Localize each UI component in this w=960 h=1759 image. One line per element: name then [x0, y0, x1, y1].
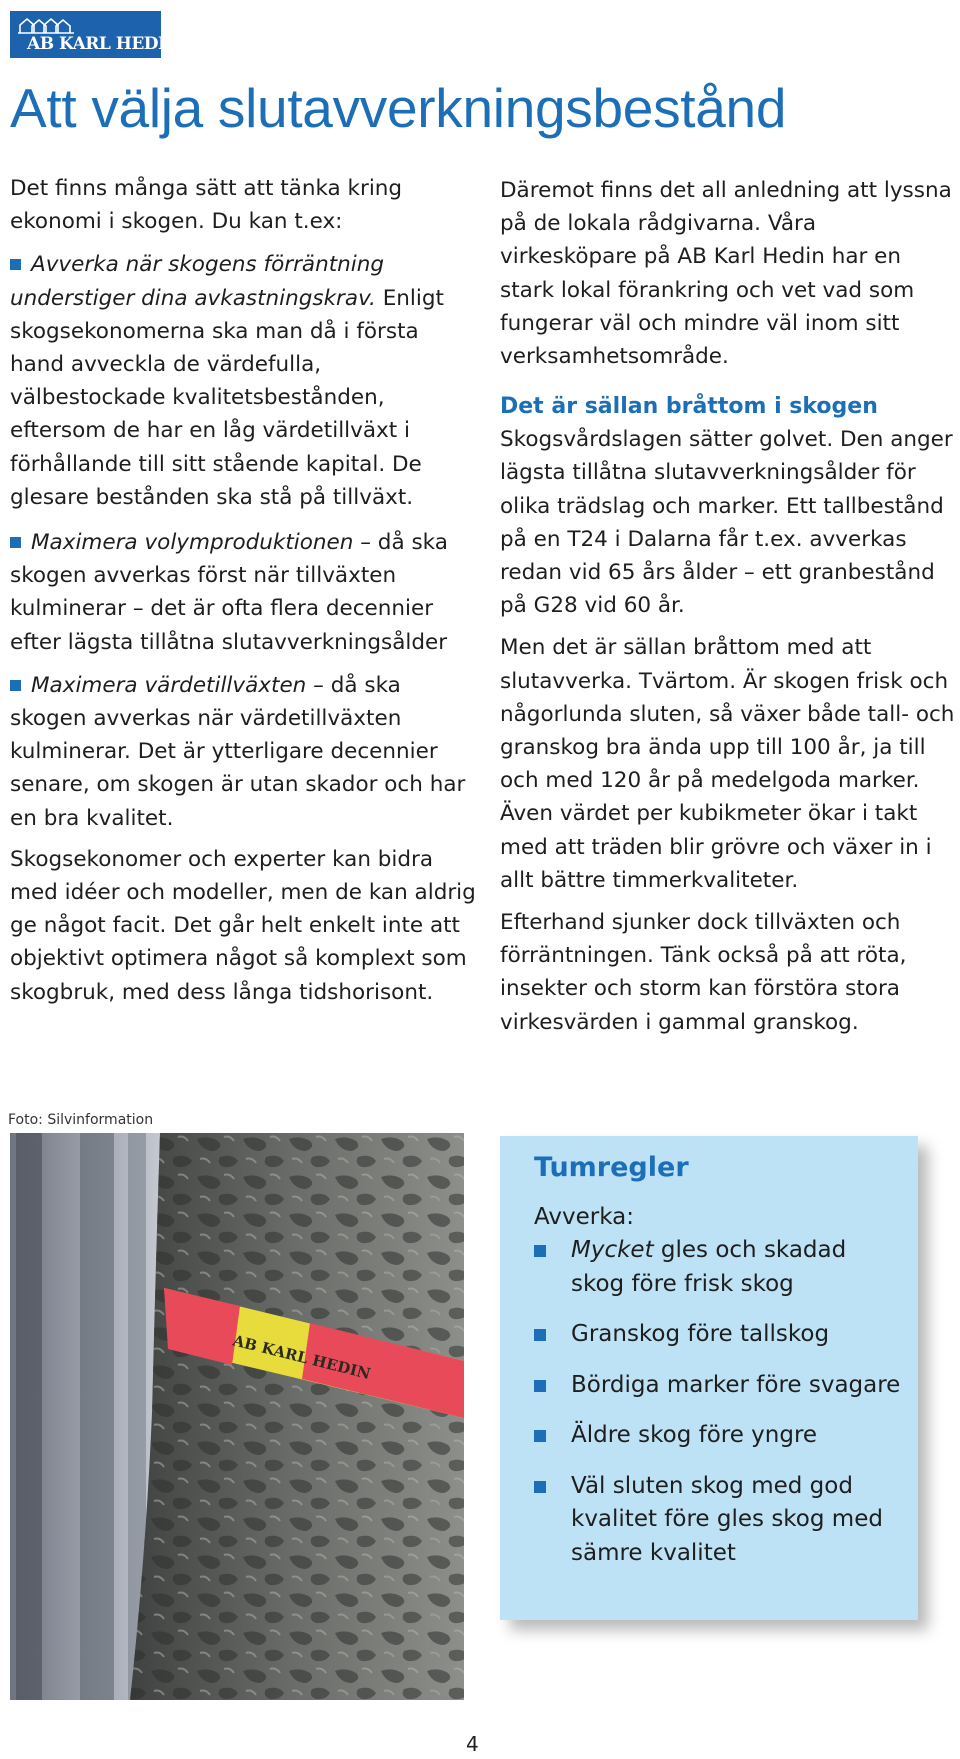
- tips-item: [534, 1369, 904, 1403]
- bullet-1-emphasis: Avverka när skogens förräntning understiger dina avkastningskrav.: [10, 252, 385, 311]
- intro-paragraph: Det finns många sätt att tänka kring ekonomi i skogen. Du kan t.ex:: [10, 176, 403, 235]
- bullet-3-emphasis: Maximera värdetillväxten: [31, 672, 307, 698]
- tips-item: [534, 1470, 904, 1571]
- right-column: [500, 174, 955, 1039]
- rules-of-thumb-box: [500, 1136, 918, 1620]
- tips-item-text: Granskog före tallskog: [571, 1321, 830, 1347]
- page-number: 4: [466, 1732, 479, 1756]
- square-bullet-icon: [534, 1481, 546, 1493]
- tips-item: [534, 1234, 904, 1301]
- tree-ribbon-photo: [10, 1133, 464, 1700]
- square-bullet-icon: [534, 1329, 546, 1341]
- square-bullet-icon: [534, 1245, 546, 1257]
- bullet-2-emphasis: Maximera volymproduktionen: [31, 530, 354, 556]
- ribbon-logo-text: AB KARL HEDIN: [231, 1331, 373, 1384]
- closing-paragraph: Skogsekonomer och experter kan bidra med idéer och modeller, men de kan aldrig ge något facit. Det går helt enkelt inte att objektivt optimera något så komplext som skogbruk, med dess långa tidshorisont.: [10, 846, 476, 1005]
- tips-title: Tumregler: [534, 1152, 689, 1183]
- bullet-1-text: Enligt skogsekonomerna ska man då i första hand avveckla de värdefulla, välbestockade kvalitetsbestånden, eftersom de har en låg värdetillväxt i förhållande till sitt stående kapital. De glesare bestånden ska stå på tillväxt.: [10, 285, 444, 510]
- tips-item-text: gles och skadad skog före frisk skog: [571, 1237, 847, 1297]
- square-bullet-icon: [534, 1430, 546, 1442]
- tips-item-text: Äldre skog före yngre: [571, 1422, 818, 1448]
- tips-list: [534, 1234, 904, 1587]
- no-hurry-paragraph: Men det är sällan bråttom med att slutavverka. Tvärtom. Är skogen frisk och någorlunda sluten, så växer både tall- och granskog bra ända upp till 100 år, ja till och med 120 år på medelgoda marker. Även värdet per kubikmeter ökar i takt med att träden blir grövre och växer in i allt bättre timmerkvaliteter.: [500, 635, 955, 893]
- bullet-paragraph-3: [10, 669, 476, 835]
- houses-icon: [18, 17, 78, 35]
- tips-item: [534, 1419, 904, 1453]
- section-heading: Det är sällan bråttom i skogen: [500, 394, 878, 420]
- company-logo: [10, 11, 181, 58]
- tips-lead: Avverka:: [534, 1204, 634, 1230]
- bullet-paragraph-2: [10, 526, 476, 659]
- square-bullet-icon: [10, 680, 21, 691]
- tree-bark-image: [10, 1133, 464, 1700]
- advisors-paragraph: Däremot finns det all anledning att lyssna på de lokala rådgivarna. Våra virkesköpare på AB Karl Hedin har en stark lokal förankring och vet vad som fungerar väl och mindre väl inom sitt verksamhetsområde.: [500, 178, 952, 370]
- bullet-3-text: – då ska skogen avverkas när värdetillväxten kulminerar. Det är ytterligare decennier senare, om skogen är utan skador och har en bra kvalitet.: [10, 672, 466, 831]
- decline-paragraph: Efterhand sjunker dock tillväxten och förräntningen. Tänk också på att röta, insekter och storm kan förstöra stora virkesvärden i gammal granskog.: [500, 910, 907, 1035]
- law-paragraph: Skogsvårdslagen sätter golvet. Den anger lägsta tillåtna slutavverkningsålder för olika trädslag och marker. Ett tallbestånd på en T24 i Dalarna får t.ex. avverkas redan vid 65 års ålder – ett granbestånd på G28 vid 60 år.: [500, 427, 953, 619]
- logo-text: AB KARL HEDIN: [27, 34, 181, 54]
- bullet-paragraph-1: [10, 248, 476, 514]
- left-column: [10, 172, 476, 1009]
- square-bullet-icon: [10, 259, 21, 270]
- tips-item: [534, 1318, 904, 1352]
- bullet-2-text: – då ska skogen avverkas först när tillväxten kulminerar – det är ofta flera decennier efter lägsta tillåtna slutavverkningsålder: [10, 530, 448, 655]
- tips-item-emphasis: Mycket: [571, 1237, 654, 1263]
- square-bullet-icon: [10, 537, 21, 548]
- square-bullet-icon: [534, 1380, 546, 1392]
- photo-credit: Foto: Silvinformation: [8, 1112, 154, 1128]
- tips-item-text: Väl sluten skog med god kvalitet före gles skog med sämre kvalitet: [571, 1472, 883, 1566]
- page-title: Att välja slutavverkningsbestånd: [10, 77, 787, 139]
- tips-item-text: Bördiga marker före svagare: [571, 1371, 901, 1398]
